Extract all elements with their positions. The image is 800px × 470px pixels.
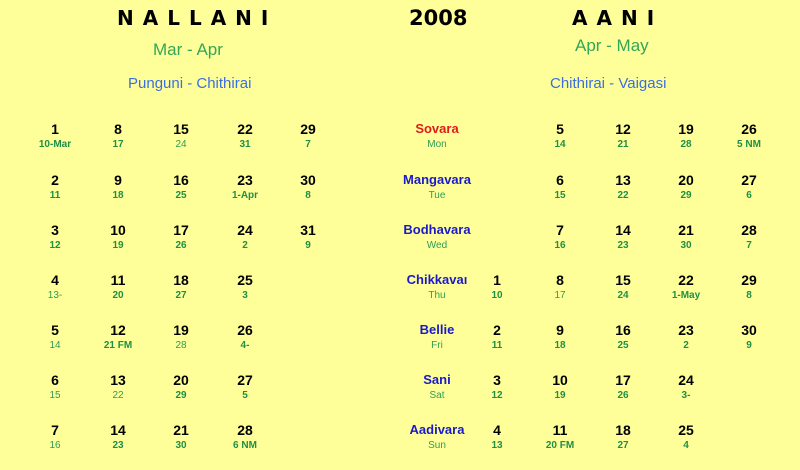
date-number: 7 bbox=[51, 422, 59, 438]
left-day-cell bbox=[151, 322, 211, 352]
weekday-name: Sani bbox=[423, 372, 451, 387]
gregorian-date: 22 bbox=[112, 390, 124, 401]
gregorian-date: 13- bbox=[47, 290, 63, 301]
date-number: 27 bbox=[741, 172, 757, 188]
date-number: 13 bbox=[615, 172, 631, 188]
weekday-name: Bellie bbox=[419, 322, 455, 337]
year-label: 2008 bbox=[409, 6, 468, 30]
gregorian-date: 17 bbox=[554, 290, 566, 301]
weekday-label bbox=[382, 172, 492, 202]
date-number: 27 bbox=[237, 372, 253, 388]
date-number: 25 bbox=[678, 422, 694, 438]
gregorian-date: 22 bbox=[617, 190, 629, 201]
date-number: 9 bbox=[556, 322, 564, 338]
left-day-cell bbox=[151, 172, 211, 202]
date-number: 18 bbox=[615, 422, 631, 438]
left-day-cell bbox=[88, 121, 148, 151]
gregorian-date: 21 bbox=[617, 139, 629, 150]
right-tamil-months: Chithirai - Vaigasi bbox=[550, 75, 667, 92]
date-number: 21 bbox=[678, 222, 694, 238]
right-gregorian-range: Apr - May bbox=[575, 36, 649, 55]
date-number: 12 bbox=[110, 322, 126, 338]
right-day-cell bbox=[530, 372, 590, 402]
right-day-cell bbox=[530, 121, 590, 151]
gregorian-date: 14 bbox=[49, 340, 61, 351]
left-day-cell bbox=[278, 222, 338, 252]
date-number: 10 bbox=[110, 222, 126, 238]
gregorian-date: 29 bbox=[680, 190, 692, 201]
gregorian-date: 19 bbox=[554, 390, 566, 401]
date-number: 16 bbox=[173, 172, 189, 188]
gregorian-date: 17 bbox=[112, 139, 124, 150]
date-number: 6 bbox=[51, 372, 59, 388]
date-number: 24 bbox=[237, 222, 253, 238]
gregorian-date: 7 bbox=[305, 139, 311, 150]
date-number: 11 bbox=[110, 272, 126, 288]
gregorian-date: 2 bbox=[242, 240, 248, 251]
date-number: 15 bbox=[615, 272, 631, 288]
gregorian-date: 25 bbox=[175, 190, 187, 201]
left-day-cell bbox=[215, 422, 275, 452]
right-day-cell bbox=[530, 322, 590, 352]
date-number: 20 bbox=[173, 372, 189, 388]
gregorian-date: 2 bbox=[683, 340, 689, 351]
gregorian-date: 27 bbox=[617, 440, 629, 451]
gregorian-date: 21 FM bbox=[103, 340, 133, 351]
weekday-abbr: Tue bbox=[428, 190, 446, 201]
left-day-cell bbox=[88, 272, 148, 302]
left-day-cell bbox=[88, 172, 148, 202]
date-number: 30 bbox=[741, 322, 757, 338]
date-number: 18 bbox=[173, 272, 189, 288]
gregorian-date: 23 bbox=[112, 440, 124, 451]
gregorian-date: 3- bbox=[681, 390, 691, 401]
left-day-cell bbox=[25, 121, 85, 151]
left-day-cell bbox=[151, 222, 211, 252]
weekday-label bbox=[382, 372, 492, 402]
left-day-cell bbox=[215, 372, 275, 402]
left-day-cell bbox=[88, 422, 148, 452]
date-number: 31 bbox=[300, 222, 316, 238]
right-day-cell bbox=[530, 222, 590, 252]
right-day-cell bbox=[656, 372, 716, 402]
left-month-title: NALLANI bbox=[117, 6, 278, 30]
date-number: 9 bbox=[114, 172, 122, 188]
right-day-cell bbox=[593, 222, 653, 252]
left-day-cell bbox=[151, 272, 211, 302]
date-number: 2 bbox=[493, 322, 501, 338]
weekday-abbr: Mon bbox=[427, 139, 447, 150]
left-day-cell bbox=[215, 322, 275, 352]
gregorian-date: 26 bbox=[175, 240, 187, 251]
gregorian-date: 9 bbox=[746, 340, 752, 351]
date-number: 30 bbox=[300, 172, 316, 188]
right-day-cell bbox=[530, 422, 590, 452]
gregorian-date: 26 bbox=[617, 390, 629, 401]
date-number: 24 bbox=[678, 372, 694, 388]
gregorian-date: 5 NM bbox=[737, 139, 761, 150]
right-day-cell bbox=[656, 222, 716, 252]
right-day-cell bbox=[719, 322, 779, 352]
left-day-cell bbox=[215, 121, 275, 151]
gregorian-date: 23 bbox=[617, 240, 629, 251]
right-day-cell bbox=[656, 322, 716, 352]
weekday-name: Mangavara bbox=[403, 172, 471, 187]
right-day-cell bbox=[719, 172, 779, 202]
date-number: 17 bbox=[173, 222, 189, 238]
right-day-cell bbox=[593, 372, 653, 402]
date-number: 21 bbox=[173, 422, 189, 438]
date-number: 22 bbox=[237, 121, 253, 137]
weekday-abbr: Sun bbox=[428, 440, 446, 451]
gregorian-date: 4- bbox=[240, 340, 250, 351]
right-day-cell bbox=[593, 422, 653, 452]
left-day-cell bbox=[151, 372, 211, 402]
date-number: 4 bbox=[493, 422, 501, 438]
gregorian-date: 20 bbox=[112, 290, 124, 301]
left-day-cell bbox=[25, 422, 85, 452]
date-number: 14 bbox=[110, 422, 126, 438]
gregorian-date: 6 NM bbox=[233, 440, 257, 451]
right-day-cell bbox=[656, 272, 716, 302]
right-day-cell bbox=[719, 272, 779, 302]
gregorian-date: 12 bbox=[491, 390, 503, 401]
date-number: 11 bbox=[552, 422, 568, 438]
date-number: 5 bbox=[51, 322, 59, 338]
date-number: 8 bbox=[114, 121, 122, 137]
left-day-cell bbox=[25, 172, 85, 202]
date-number: 2 bbox=[51, 172, 59, 188]
right-day-cell bbox=[593, 322, 653, 352]
date-number: 29 bbox=[741, 272, 757, 288]
weekday-name: Aadivara bbox=[409, 422, 465, 437]
left-day-cell bbox=[25, 222, 85, 252]
gregorian-date: 1-Apr bbox=[231, 190, 259, 201]
date-number: 26 bbox=[741, 121, 757, 137]
date-number: 26 bbox=[237, 322, 253, 338]
right-day-cell bbox=[656, 121, 716, 151]
gregorian-date: 20 FM bbox=[545, 440, 575, 451]
right-day-cell bbox=[530, 172, 590, 202]
weekday-abbr: Thu bbox=[428, 290, 446, 301]
gregorian-date: 14 bbox=[554, 139, 566, 150]
date-number: 13 bbox=[110, 372, 126, 388]
date-number: 23 bbox=[237, 172, 253, 188]
left-day-cell bbox=[151, 422, 211, 452]
gregorian-date: 8 bbox=[305, 190, 311, 201]
weekday-abbr: Fri bbox=[431, 340, 443, 351]
date-number: 16 bbox=[615, 322, 631, 338]
date-number: 23 bbox=[678, 322, 694, 338]
date-number: 5 bbox=[556, 121, 564, 137]
gregorian-date: 24 bbox=[175, 139, 187, 150]
gregorian-date: 10-Mar bbox=[38, 139, 72, 150]
right-month-title: AANI bbox=[572, 6, 664, 30]
left-tamil-months: Punguni - Chithirai bbox=[128, 75, 252, 92]
date-number: 7 bbox=[556, 222, 564, 238]
date-number: 25 bbox=[237, 272, 253, 288]
gregorian-date: 11 bbox=[49, 190, 61, 201]
weekday-label bbox=[382, 322, 492, 352]
weekday-name: Bodhavara bbox=[403, 222, 471, 237]
gregorian-date: 3 bbox=[242, 290, 248, 301]
right-day-cell bbox=[656, 422, 716, 452]
left-day-cell bbox=[215, 222, 275, 252]
left-day-cell bbox=[215, 172, 275, 202]
left-day-cell bbox=[215, 272, 275, 302]
right-day-cell bbox=[719, 121, 779, 151]
gregorian-date: 16 bbox=[49, 440, 61, 451]
right-day-cell bbox=[593, 121, 653, 151]
date-number: 15 bbox=[173, 121, 189, 137]
gregorian-date: 6 bbox=[746, 190, 752, 201]
gregorian-date: 5 bbox=[242, 390, 248, 401]
gregorian-date: 16 bbox=[554, 240, 566, 251]
left-day-cell bbox=[88, 222, 148, 252]
gregorian-date: 29 bbox=[175, 390, 187, 401]
left-day-cell bbox=[88, 372, 148, 402]
gregorian-date: 10 bbox=[491, 290, 503, 301]
left-day-cell bbox=[25, 272, 85, 302]
gregorian-date: 30 bbox=[680, 240, 692, 251]
left-day-cell bbox=[151, 121, 211, 151]
date-number: 28 bbox=[741, 222, 757, 238]
gregorian-date: 15 bbox=[554, 190, 566, 201]
weekday-name: Sovara bbox=[415, 121, 459, 136]
gregorian-date: 31 bbox=[239, 139, 251, 150]
weekday-label bbox=[382, 222, 492, 252]
date-number: 8 bbox=[556, 272, 564, 288]
date-number: 3 bbox=[493, 372, 501, 388]
date-number: 10 bbox=[552, 372, 568, 388]
gregorian-date: 30 bbox=[175, 440, 187, 451]
left-day-cell bbox=[278, 121, 338, 151]
weekday-label bbox=[382, 272, 492, 302]
date-number: 22 bbox=[678, 272, 694, 288]
gregorian-date: 19 bbox=[112, 240, 124, 251]
gregorian-date: 13 bbox=[491, 440, 503, 451]
right-day-cell bbox=[593, 172, 653, 202]
gregorian-date: 15 bbox=[49, 390, 61, 401]
date-number: 29 bbox=[300, 121, 316, 137]
date-number: 19 bbox=[678, 121, 694, 137]
gregorian-date: 18 bbox=[554, 340, 566, 351]
date-number: 17 bbox=[615, 372, 631, 388]
weekday-abbr: Sat bbox=[429, 390, 445, 401]
left-gregorian-range: Mar - Apr bbox=[153, 40, 223, 59]
date-number: 3 bbox=[51, 222, 59, 238]
gregorian-date: 28 bbox=[175, 340, 187, 351]
gregorian-date: 1-May bbox=[671, 290, 701, 301]
gregorian-date: 12 bbox=[49, 240, 61, 251]
date-number: 14 bbox=[615, 222, 631, 238]
date-number: 6 bbox=[556, 172, 564, 188]
gregorian-date: 28 bbox=[680, 139, 692, 150]
right-day-cell bbox=[656, 172, 716, 202]
weekday-label bbox=[382, 422, 492, 452]
date-number: 19 bbox=[173, 322, 189, 338]
date-number: 1 bbox=[51, 121, 59, 137]
weekday-abbr: Wed bbox=[426, 240, 448, 251]
date-number: 12 bbox=[615, 121, 631, 137]
date-number: 28 bbox=[237, 422, 253, 438]
date-number: 20 bbox=[678, 172, 694, 188]
gregorian-date: 7 bbox=[746, 240, 752, 251]
weekday-name: Chikkavaı bbox=[406, 272, 468, 287]
date-number: 4 bbox=[51, 272, 59, 288]
gregorian-date: 9 bbox=[305, 240, 311, 251]
gregorian-date: 11 bbox=[491, 340, 503, 351]
date-number: 1 bbox=[493, 272, 501, 288]
gregorian-date: 4 bbox=[683, 440, 689, 451]
left-day-cell bbox=[278, 172, 338, 202]
right-day-cell bbox=[593, 272, 653, 302]
left-day-cell bbox=[25, 372, 85, 402]
gregorian-date: 18 bbox=[112, 190, 124, 201]
left-day-cell bbox=[25, 322, 85, 352]
gregorian-date: 8 bbox=[746, 290, 752, 301]
gregorian-date: 27 bbox=[175, 290, 187, 301]
right-day-cell bbox=[719, 222, 779, 252]
gregorian-date: 24 bbox=[617, 290, 629, 301]
left-day-cell bbox=[88, 322, 148, 352]
weekday-label bbox=[382, 121, 492, 151]
gregorian-date: 25 bbox=[617, 340, 629, 351]
right-day-cell bbox=[530, 272, 590, 302]
